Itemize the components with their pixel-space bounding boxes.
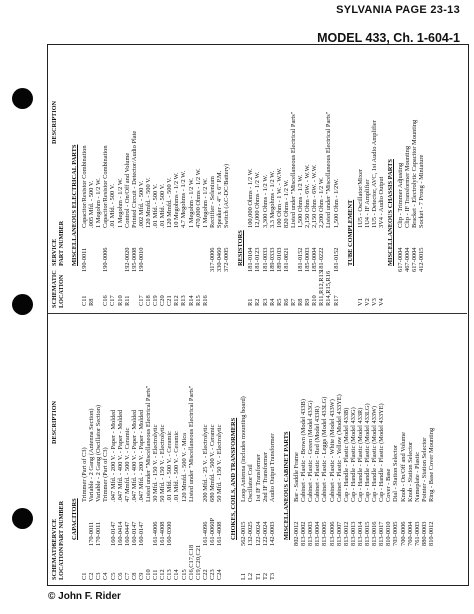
schematic-location: R14,R15,R16 bbox=[325, 270, 333, 306]
schematic-location: C10 bbox=[145, 569, 152, 580]
part-description: 1,500 Ohm - 1/2W. bbox=[332, 178, 340, 228]
part-number: 181-0222 bbox=[318, 247, 326, 272]
part-description: 1 Megohm - 1/2 W. bbox=[187, 178, 195, 228]
part-description: 2nd IF Transformer bbox=[261, 451, 269, 502]
part-number: 192-0020 bbox=[123, 247, 131, 272]
part-description: 2,150 Ohm - 6W. - W.W. bbox=[311, 164, 319, 228]
section-title: TUBE COMPLEMENT bbox=[346, 199, 354, 266]
part-number: 813-0005 bbox=[321, 521, 329, 546]
part-description: .01 Mfd. - 500 V. bbox=[152, 184, 159, 228]
part-number: 160-0300 bbox=[166, 521, 174, 546]
schematic-location: T2 bbox=[261, 572, 269, 580]
part-description: 680 Mmfd. - 500 V. - Ceramic bbox=[208, 424, 216, 502]
part-description: 3,300 Ohms - 1/2 W. bbox=[261, 174, 269, 228]
schematic-location: R10 bbox=[311, 295, 319, 306]
schematic-location: C15 bbox=[180, 569, 188, 580]
schematic-location: R16 bbox=[201, 295, 209, 306]
schematic-location: V4 bbox=[378, 298, 386, 306]
part-description: 820 Ohms - 1/2 W. bbox=[282, 179, 290, 228]
schematic-location: R2 bbox=[254, 298, 262, 306]
header-part-right: SERVICE PART NUMBER bbox=[51, 220, 65, 266]
part-description: Rectifier - Selenium bbox=[208, 176, 216, 228]
part-number: 813-0014 bbox=[356, 521, 364, 546]
schematic-location: C22 bbox=[201, 569, 209, 580]
part-description: Listed under "Miscellaneous Electrical Parts" bbox=[289, 111, 297, 228]
schematic-location: R4 bbox=[268, 298, 276, 306]
part-number: 617-0004 bbox=[411, 247, 419, 272]
header-location-right: SCHEMATIC LOCATION bbox=[51, 270, 65, 308]
schematic-location: C24 bbox=[216, 569, 223, 580]
schematic-location: L2 bbox=[247, 572, 255, 580]
section-title: MISCELLANEOUS CABINET PARTS bbox=[282, 431, 290, 540]
part-number: 880-0003 bbox=[420, 521, 428, 546]
part-number: 813-0017 bbox=[378, 521, 386, 546]
part-number: 813-0012 bbox=[342, 521, 350, 546]
part-description: Cap - Handle - Plastic (Model 433R) bbox=[356, 407, 364, 502]
part-description: 1 Megohm - 1/2 W. bbox=[95, 178, 103, 228]
part-description: Listed under "Miscellaneous Electrical Parts" bbox=[187, 385, 195, 502]
part-description: Cover - Base bbox=[385, 468, 393, 502]
part-number: 813-0015 bbox=[364, 521, 371, 546]
schematic-location: R12 bbox=[173, 295, 181, 306]
part-description: .01 Mfd. - 500 V. - Ceramic bbox=[166, 431, 174, 502]
section-title: MISCELLANEOUS CHASSIS PARTS bbox=[387, 159, 394, 266]
schematic-location: R8 bbox=[88, 298, 96, 306]
schematic-location: C23 bbox=[208, 569, 216, 580]
part-description: 1U5 - Oscillator/Mixer bbox=[356, 169, 364, 228]
part-description: 120 Mmfd. - 500 V. - Mica bbox=[180, 433, 188, 502]
part-description: .047 Mfd. - 200 V. - Paper - Molded bbox=[109, 409, 117, 502]
schematic-location: R3 bbox=[261, 298, 269, 306]
schematic-location: R7 bbox=[289, 298, 297, 306]
part-description: .01 Mfd. - 500 V. - Ceramic bbox=[173, 431, 181, 502]
schematic-location: R14 bbox=[187, 295, 195, 306]
part-number: 760-0004 bbox=[406, 521, 414, 546]
schematic-location: R9 bbox=[304, 298, 312, 306]
schematic-location: V2 bbox=[363, 298, 371, 306]
part-number: 122-0024 bbox=[254, 521, 262, 546]
part-number: 813-0007 bbox=[335, 521, 343, 546]
part-description: Nameplate - Plastic bbox=[413, 451, 421, 502]
schematic-location: C12 bbox=[159, 569, 167, 580]
schematic-location: R5 bbox=[275, 298, 283, 306]
part-number: 132-0025 bbox=[247, 521, 255, 546]
schematic-location: C11 bbox=[152, 569, 160, 580]
part-description: Cabinet - Plastic - Red (Model 433R) bbox=[314, 406, 322, 502]
part-description: Cabinet - Plastic - Leggs (Model 433LG) bbox=[321, 396, 329, 502]
part-description: Printed Circuit - Detector/Audio Plate bbox=[130, 130, 138, 228]
part-description: .01 Mfd. - 500 V. bbox=[159, 184, 167, 228]
part-number: 181-0152 bbox=[332, 247, 340, 272]
schematic-location: C19,C20,C21 bbox=[194, 544, 202, 580]
section-title: RESISTORS bbox=[237, 230, 245, 266]
part-description: Speaker - 4" x 6" P.M. bbox=[215, 170, 223, 228]
part-description: 100 Ohm - 1 W. - W.W. bbox=[275, 167, 283, 228]
part-number: 160-0414 bbox=[116, 521, 124, 546]
part-description: Bracket - Electrolytic Capacitor Mounting bbox=[411, 119, 419, 228]
parts-list-rotated bbox=[47, 44, 467, 584]
part-description: Capacitor/Resistor Combination bbox=[81, 145, 88, 228]
part-number: 802-0012 bbox=[293, 521, 300, 546]
part-number: 161-4096 bbox=[201, 521, 209, 546]
part-description: 200 Mfd. - 25 V. - Electrolytic bbox=[201, 424, 209, 502]
schematic-location: C14 bbox=[173, 569, 181, 580]
section-title: CHOKES, COILS, AND TRANSFORMERS bbox=[230, 417, 238, 540]
part-number: 467-0004 bbox=[404, 247, 412, 272]
part-description: 2,150 Ohm - 6W. - W.W. bbox=[304, 164, 312, 228]
part-number: 190-0011 bbox=[81, 247, 88, 272]
part-description: Audio Output Transformer bbox=[268, 433, 276, 502]
schematic-location: R8 bbox=[297, 298, 304, 306]
schematic-location: T1 bbox=[254, 572, 262, 580]
part-description: 10 Megohms - 1/2 W. bbox=[173, 172, 181, 228]
part-description: Loop Antenna (includes mounting board) bbox=[240, 396, 248, 502]
schematic-location: C2 bbox=[88, 572, 96, 580]
part-number: 617-0004 bbox=[397, 247, 404, 272]
part-number: 142-0003 bbox=[268, 521, 276, 546]
part-number: 161-4006 bbox=[152, 521, 160, 546]
part-number: 317-0006 bbox=[208, 247, 216, 272]
part-number: 181-0821 bbox=[282, 247, 290, 272]
part-description: 120 Mmfd. - 500 V. bbox=[144, 177, 152, 228]
part-number: 813-0016 bbox=[371, 521, 379, 546]
schematic-location: C19 bbox=[152, 295, 159, 306]
part-description: Cap - Handle - Plastic (Model 433YE) bbox=[378, 403, 386, 502]
part-description: 47 Mmfd. - 500 V. - Ceramic bbox=[123, 427, 131, 502]
part-number: 761-0003 bbox=[413, 521, 421, 546]
part-description: Ring - Base Cover Mounting bbox=[427, 427, 435, 502]
part-description: 3V4 - Audio Output bbox=[378, 176, 386, 228]
part-description: Pointer - Station Selector bbox=[420, 437, 428, 502]
part-description: Dial - Station Selector bbox=[392, 445, 400, 502]
schematic-location: T3 bbox=[268, 572, 276, 580]
part-number: 189-0103 bbox=[275, 247, 283, 272]
part-description: Oscillator Coil bbox=[247, 464, 255, 502]
part-description: 470,000 Ohms - 1/2 W. bbox=[194, 168, 202, 228]
part-description: Variable - 2 Gang (Antenna Section) bbox=[88, 408, 96, 502]
schematic-location: C4 bbox=[102, 572, 110, 580]
schematic-location: C1 bbox=[81, 572, 89, 580]
schematic-location: C9 bbox=[137, 572, 145, 580]
part-number: 185-0003 bbox=[304, 247, 312, 272]
part-number: 813-0003 bbox=[307, 521, 315, 546]
part-description: 1 Megohm - 1/2 W. bbox=[116, 178, 124, 228]
section-title: MISCELLANEOUS ELECTRICAL PARTS bbox=[71, 144, 78, 266]
schematic-location: C20 bbox=[159, 295, 167, 306]
part-number: 161-4008 bbox=[159, 521, 167, 546]
schematic-location: C6 bbox=[116, 572, 124, 580]
part-description: 1,500 Ohms - 1/2 W. bbox=[297, 174, 304, 228]
schematic-location: R17 bbox=[332, 295, 340, 306]
part-description: Knob - On/Off and Volume bbox=[399, 432, 407, 502]
part-number: 160-0147 bbox=[137, 521, 145, 546]
schematic-location: C18 bbox=[144, 295, 152, 306]
part-description: Variable - 2 Gang (Oscillator Section) bbox=[95, 404, 103, 502]
part-number: 161-4008 bbox=[216, 521, 223, 546]
part-description: 100,000 Ohms - 1/2 W. bbox=[247, 168, 255, 228]
part-description: 3.3 Megohms - 1/2 W. bbox=[268, 170, 276, 228]
schematic-location: R13 bbox=[180, 295, 188, 306]
page-header: SYLVANIA PAGE 23-13 bbox=[336, 4, 460, 16]
part-number: 170-0011 bbox=[95, 521, 103, 546]
schematic-location: R1 bbox=[247, 298, 255, 306]
part-description: .01 Mfd. - 500 V. bbox=[109, 184, 117, 228]
part-description: 1U5 - Detector, AVC, 1st Audio Amplifier bbox=[371, 120, 378, 228]
part-number: 813-0006 bbox=[328, 521, 336, 546]
part-description: Cap - Handle - Plastic (Model 433B) bbox=[342, 407, 350, 502]
schematic-location: C17 bbox=[109, 295, 117, 306]
schematic-location: C16 bbox=[102, 295, 110, 306]
part-description: Knob - Station Selector bbox=[406, 441, 414, 502]
part-number: 813-0004 bbox=[314, 521, 322, 546]
part-number: 170-0011 bbox=[88, 521, 96, 546]
part-description: Switch (AC-DC/Battery) bbox=[223, 163, 230, 228]
part-description: Cabinet - Plastic - White (Model 433W) bbox=[328, 399, 336, 502]
part-number: 810-0012 bbox=[427, 521, 435, 546]
part-description: 1U4 - IF Amplifier bbox=[363, 179, 371, 228]
part-description: Clip - IF Transformer Mounting bbox=[404, 145, 412, 228]
part-description: .047 Mfd. - 400 V. - Paper - Molded bbox=[130, 409, 138, 502]
part-number: 195-0008 bbox=[130, 247, 138, 272]
part-description: Cabinet - Plastic - Yellow (Model 433YE) bbox=[335, 394, 343, 502]
part-description: Cap - Handle - Plastic (Model 433W) bbox=[371, 405, 379, 502]
part-number: 412-0015 bbox=[418, 247, 426, 272]
part-number: 813-0013 bbox=[349, 521, 357, 546]
part-description: Listed under "Miscellaneous Electrical Parts" bbox=[325, 111, 333, 228]
part-description: Trimmer (Part of C3) bbox=[102, 447, 110, 502]
binder-hole-middle bbox=[12, 294, 33, 315]
part-description: Trimmer (Part of C3) bbox=[81, 447, 89, 502]
part-description: Cabinet - Plastic - Green (Model 433G) bbox=[307, 400, 315, 502]
part-number: 562-0015 bbox=[240, 521, 248, 546]
part-description: 50 Mfd. - 150 V. - Electrolytic bbox=[159, 424, 167, 502]
header-location-left: SCHEMATIC LOCATION bbox=[51, 542, 65, 580]
part-description: 4.7 Megohms - 1/2 W. bbox=[180, 170, 188, 228]
part-number: 181-0123 bbox=[254, 247, 262, 272]
schematic-location: C8 bbox=[130, 572, 138, 580]
part-number: 372-0005 bbox=[223, 247, 230, 272]
schematic-location: C11 bbox=[81, 295, 88, 306]
header-part-left: SERVICE PART NUMBER bbox=[51, 500, 65, 546]
part-number: 700-0006 bbox=[399, 521, 407, 546]
part-number: 181-0033 bbox=[261, 247, 269, 272]
schematic-location: R10 bbox=[116, 295, 124, 306]
schematic-location: L1 bbox=[240, 572, 248, 580]
schematic-location: C21 bbox=[166, 295, 174, 306]
part-description: Cabinet - Plastic - Brown (Model 433B) bbox=[300, 399, 308, 502]
part-description: 50 Mfd. - 150 V. - Electrolytic bbox=[216, 424, 223, 502]
column-divider bbox=[47, 313, 467, 314]
part-number: 703-0005 bbox=[392, 521, 400, 546]
part-description: Listed under "Miscellaneous Electrical Parts" bbox=[145, 385, 152, 502]
binder-hole-bottom bbox=[12, 508, 33, 529]
schematic-location: V1 bbox=[356, 298, 364, 306]
part-number: 181-0104 bbox=[247, 247, 255, 272]
part-description: Control - On/Off and Volume bbox=[123, 152, 131, 228]
schematic-location: R15 bbox=[194, 295, 202, 306]
schematic-location: C13 bbox=[166, 569, 174, 580]
schematic-location: R6 bbox=[282, 298, 290, 306]
part-description: .002 Mfd. - 500 V. bbox=[137, 180, 145, 228]
part-description: 30 Mfd. - 150 V. - Electrolytic bbox=[152, 424, 160, 502]
part-description: Capacitor/Resistor Combination bbox=[102, 145, 110, 228]
schematic-location: C5 bbox=[109, 572, 117, 580]
part-description: Cap - Handle - Plastic (Model 433LG) bbox=[364, 403, 371, 502]
schematic-location: R11,R12,R13 bbox=[318, 271, 326, 306]
header-description-left: DESCRIPTION bbox=[51, 401, 58, 444]
part-number: 189-0333 bbox=[268, 247, 276, 272]
part-number: 122-0024 bbox=[261, 521, 269, 546]
part-description: Bar - Saddle Frame bbox=[293, 452, 300, 502]
part-description: 1st IF Transformer bbox=[254, 454, 262, 502]
part-description: Cap - Handle - Plastic (Model 433G) bbox=[349, 407, 357, 502]
part-number: 810-0010 bbox=[385, 521, 393, 546]
part-description: 120 Mmfd. - 500 V. bbox=[166, 177, 174, 228]
schematic-location: R11 bbox=[123, 295, 131, 306]
schematic-location: C17 bbox=[137, 295, 145, 306]
part-number: 185-0004 bbox=[311, 247, 319, 272]
part-number: 330-0460 bbox=[215, 247, 223, 272]
part-description: .047 Mfd. - 200 V. - Paper - Molded bbox=[137, 409, 145, 502]
part-number: 190-0006 bbox=[102, 247, 110, 272]
part-description: Socket - 7 Prong - Miniature bbox=[418, 154, 426, 228]
header-description-right: DESCRIPTION bbox=[51, 101, 58, 144]
schematic-location: C7 bbox=[123, 572, 131, 580]
part-number: 813-0002 bbox=[300, 521, 308, 546]
part-description: 2,200 Ohm - 1/2 W. bbox=[318, 177, 326, 228]
schematic-location: V3 bbox=[371, 298, 378, 306]
part-number: 160-0447 bbox=[123, 521, 131, 546]
part-description: 12,000 Ohms - 1/2 W. bbox=[254, 171, 262, 228]
schematic-location: C16,C17,C18 bbox=[187, 544, 195, 580]
section-title: CAPACITORS bbox=[71, 498, 78, 540]
part-description: Clip - Trimmer Adjusting bbox=[397, 162, 404, 228]
part-description: .047 Mfd. - 400 V. - Paper - Molded bbox=[116, 409, 124, 502]
part-number: 160-0147 bbox=[109, 521, 117, 546]
part-number: 181-0152 bbox=[297, 247, 304, 272]
part-description: 1 Megohm - 1/2 W. bbox=[201, 178, 209, 228]
model-header: MODEL 433, Ch. 1-604-1 bbox=[317, 31, 460, 45]
binder-hole-top bbox=[12, 88, 33, 109]
schematic-location: C3 bbox=[95, 572, 103, 580]
part-description: .005 Mfd. - 500 V. bbox=[88, 180, 96, 228]
part-number: 190-0010 bbox=[137, 247, 145, 272]
copyright-footer: © John F. Rider bbox=[48, 591, 121, 602]
part-number: 160-0147 bbox=[130, 521, 138, 546]
part-number: 161-0060P bbox=[208, 517, 216, 546]
